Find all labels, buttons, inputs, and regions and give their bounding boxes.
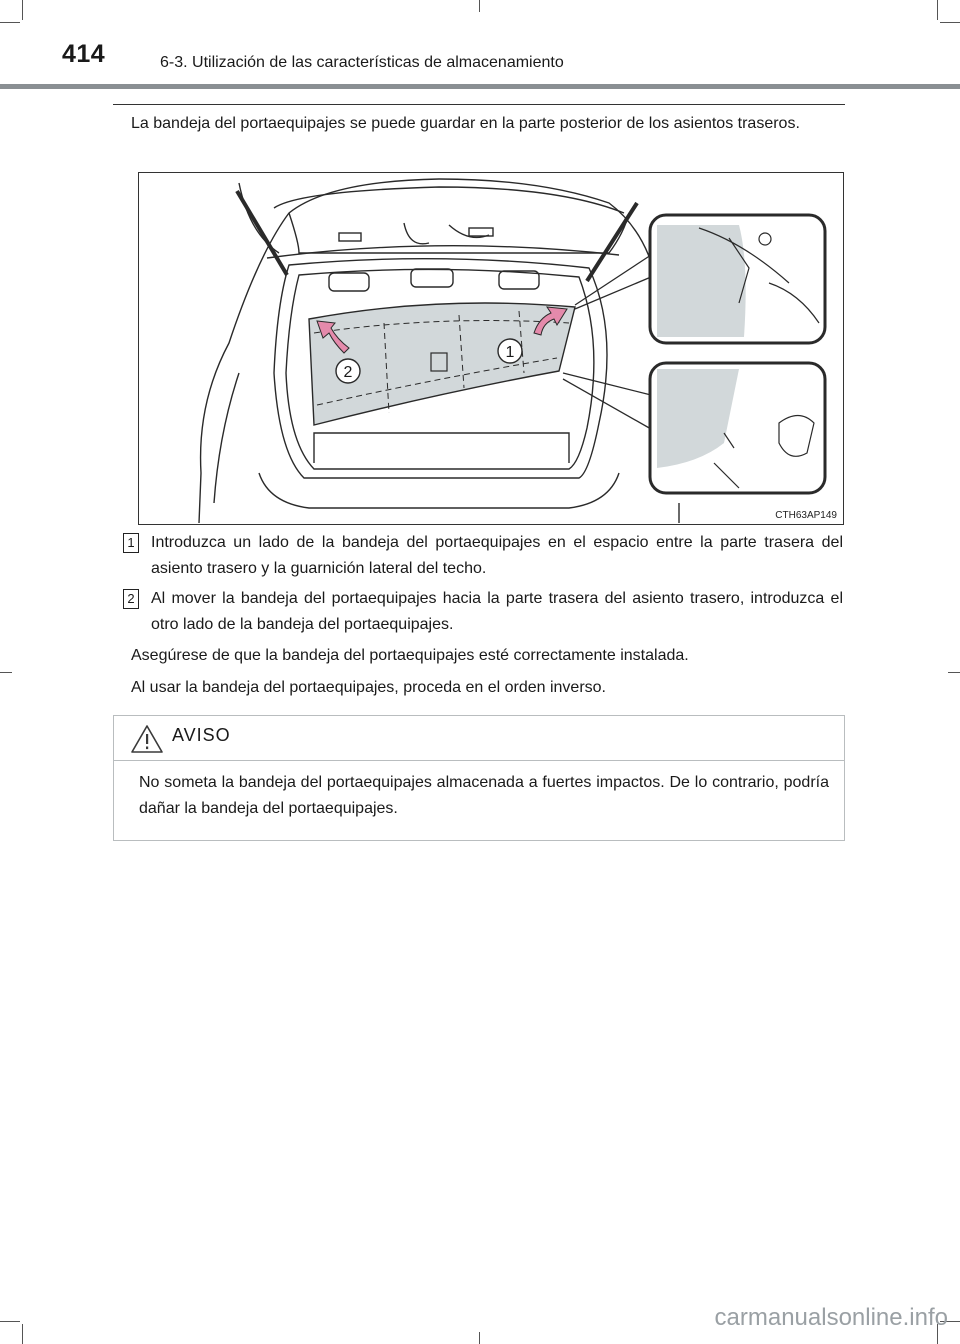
figure-code: CTH63AP149 <box>775 510 837 521</box>
crop-mark <box>22 1324 23 1344</box>
step-number: 2 <box>123 589 139 609</box>
cargo-tray-illustration <box>138 172 844 525</box>
warning-text: No someta la bandeja del portaequipajes almacenada a fuertes impactos. De lo contrario, podría dañar la bandeja del portaequipajes. <box>139 774 829 817</box>
warning-box <box>113 715 845 841</box>
crop-mark <box>0 672 12 673</box>
crop-mark <box>479 1332 480 1344</box>
watermark: carmanualsonline.info <box>714 1304 948 1331</box>
crop-mark <box>0 22 20 23</box>
step-text: Introduzca un lado de la bandeja del portaequipajes en el espacio entre la parte trasera del asiento trasero y la guarnición lateral del techo. <box>151 534 843 577</box>
section-title: 6-3. Utilización de las características de almacenamiento <box>160 54 564 71</box>
warning-header <box>114 716 844 761</box>
crop-mark <box>22 0 23 20</box>
warning-triangle-icon <box>130 724 164 754</box>
note-paragraph: Asegúrese de que la bandeja del portaequipajes esté correctamente instalada. <box>131 647 689 664</box>
note-paragraph: Al usar la bandeja del portaequipajes, proceda en el orden inverso. <box>131 679 606 696</box>
step-text: Al mover la bandeja del portaequipajes hacia la parte trasera del asiento trasero, introduzca el otro lado de la bandeja del portaequipajes. <box>151 590 843 633</box>
step-number: 1 <box>123 533 139 553</box>
warning-title: AVISO <box>172 725 231 745</box>
crop-mark <box>940 22 960 23</box>
crop-mark <box>948 672 960 673</box>
callout-2: 2 <box>343 364 353 381</box>
step-item <box>113 586 843 638</box>
header-rule <box>0 84 960 89</box>
crop-mark <box>479 0 480 12</box>
intro-paragraph: La bandeja del portaequipajes se puede guardar en la parte posterior de los asientos traseros. <box>131 115 800 132</box>
callout-1: 1 <box>505 344 515 361</box>
step-item <box>113 530 843 582</box>
crop-mark <box>937 0 938 20</box>
crop-mark <box>0 1321 20 1322</box>
page-number: 414 <box>62 40 106 68</box>
intro-rule <box>113 104 845 105</box>
